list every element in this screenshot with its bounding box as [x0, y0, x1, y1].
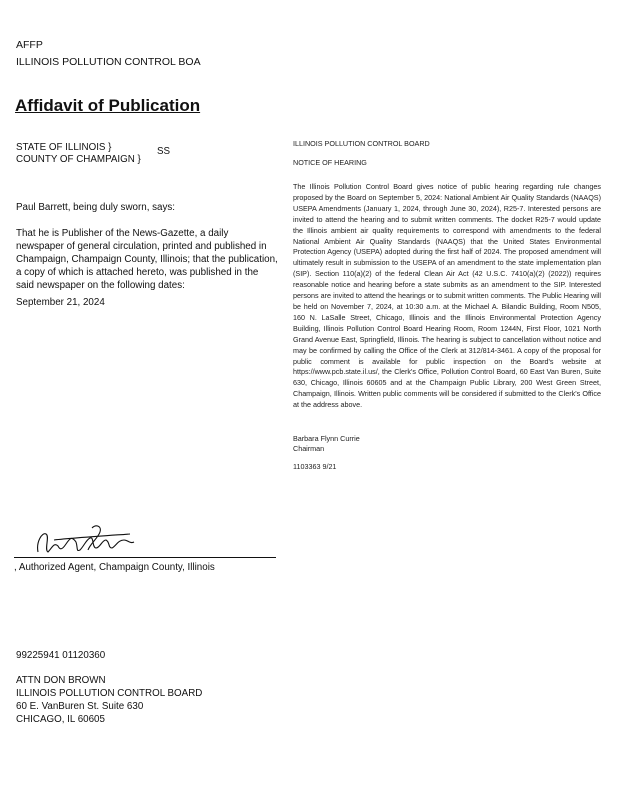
- mailing-city: CHICAGO, IL 60605: [16, 714, 105, 725]
- notice-heading: NOTICE OF HEARING: [293, 158, 367, 167]
- venue-ss: SS: [157, 146, 171, 157]
- notice-body: The Illinois Pollution Control Board gives notice of public hearing regarding rule changes proposed by the Board on September 5, 2024: National Ambient Air Quality Standards (NAAQS) USEPA Amendments (January 1, 2024, through June 30, 2024), R25-7. Interested persons are invited to attend the hearing and to submit written comments. The docket R25-7 would update the Illinois ambient air quality requirements to correspond with amendments to the federal National Ambient Air Quality Standards (NAAQS) that the United States Environmental Protection Agency (USEPA) adopted during the first half of 2024. The proposed amendment will ultimately result in submission to the USEPA of an amendment to the state implementation plan (SIP). Section 110(a)(2) of the federal Clean Air Act (42 U.S.C. 7410(a)(2) (2022)) requires reasonable notice and hearing before a state submits as an amendment to the SIP. Interested persons are invited to attend the hearings or to submit written comments. The Public Hearing will be held on November 7, 2024, at 10:30 a.m. at the Michael A. Bilandic Building, Room N505, 160 N. LaSalle Street, Chicago, Illinois and the Illinois Environmental Protection Agency Building, Illinois Pollution Control Board Hearing Room, Room 1244N, First Floor, 1021 North Grand Avenue East, Springfield, Illinois. The hearing is subject to cancellation without notice and may be confirmed by calling the Office of the Clerk at 312/814-3461. A copy of the proposal for public comment is available for public inspection on the Board's website at https://www.pcb.state.il.us/, the Clerk's Office, Pollution Control Board, 60 East Van Buren, Suite 630, Chicago, Illinois 60605 and at the Champaign Public Library, 200 West Green Street, Champaign, Illinois. Written public comments will be considered if submitted to the Clerk's Office at the address above.: [293, 182, 601, 410]
- mailing-attn: ATTN DON BROWN: [16, 675, 106, 686]
- mailing-street: 60 E. VanBuren St. Suite 630: [16, 701, 144, 712]
- venue-county: COUNTY OF CHAMPAIGN }: [16, 154, 141, 165]
- mailing-organization: ILLINOIS POLLUTION CONTROL BOARD: [16, 688, 203, 699]
- notice-reference: 1103363 9/21: [293, 462, 337, 471]
- venue-state: STATE OF ILLINOIS }: [16, 142, 112, 153]
- header-code: AFFP: [16, 39, 43, 51]
- notice-signer-title: Chairman: [293, 444, 325, 453]
- order-number: 99225941 01120360: [16, 650, 106, 661]
- affiant-line: Paul Barrett, being duly sworn, says:: [16, 202, 176, 213]
- publisher-statement: That he is Publisher of the News-Gazette, a daily newspaper of general circulation, printed and published in Champaign, Champaign County, Illinois; that the publication, a copy of which is attached hereto, was published in the said newspaper on the following dates:: [16, 228, 278, 291]
- signature-scribble: [32, 522, 142, 558]
- page-title: Affidavit of Publication: [15, 96, 201, 115]
- signature-caption: , Authorized Agent, Champaign County, Illinois: [14, 562, 215, 573]
- notice-board-name: ILLINOIS POLLUTION CONTROL BOARD: [293, 139, 430, 148]
- signature-line: [14, 557, 276, 558]
- notice-signer: Barbara Flynn Currie: [293, 434, 360, 443]
- publication-date: September 21, 2024: [16, 297, 105, 308]
- header-recipient: ILLINOIS POLLUTION CONTROL BOA: [16, 56, 201, 68]
